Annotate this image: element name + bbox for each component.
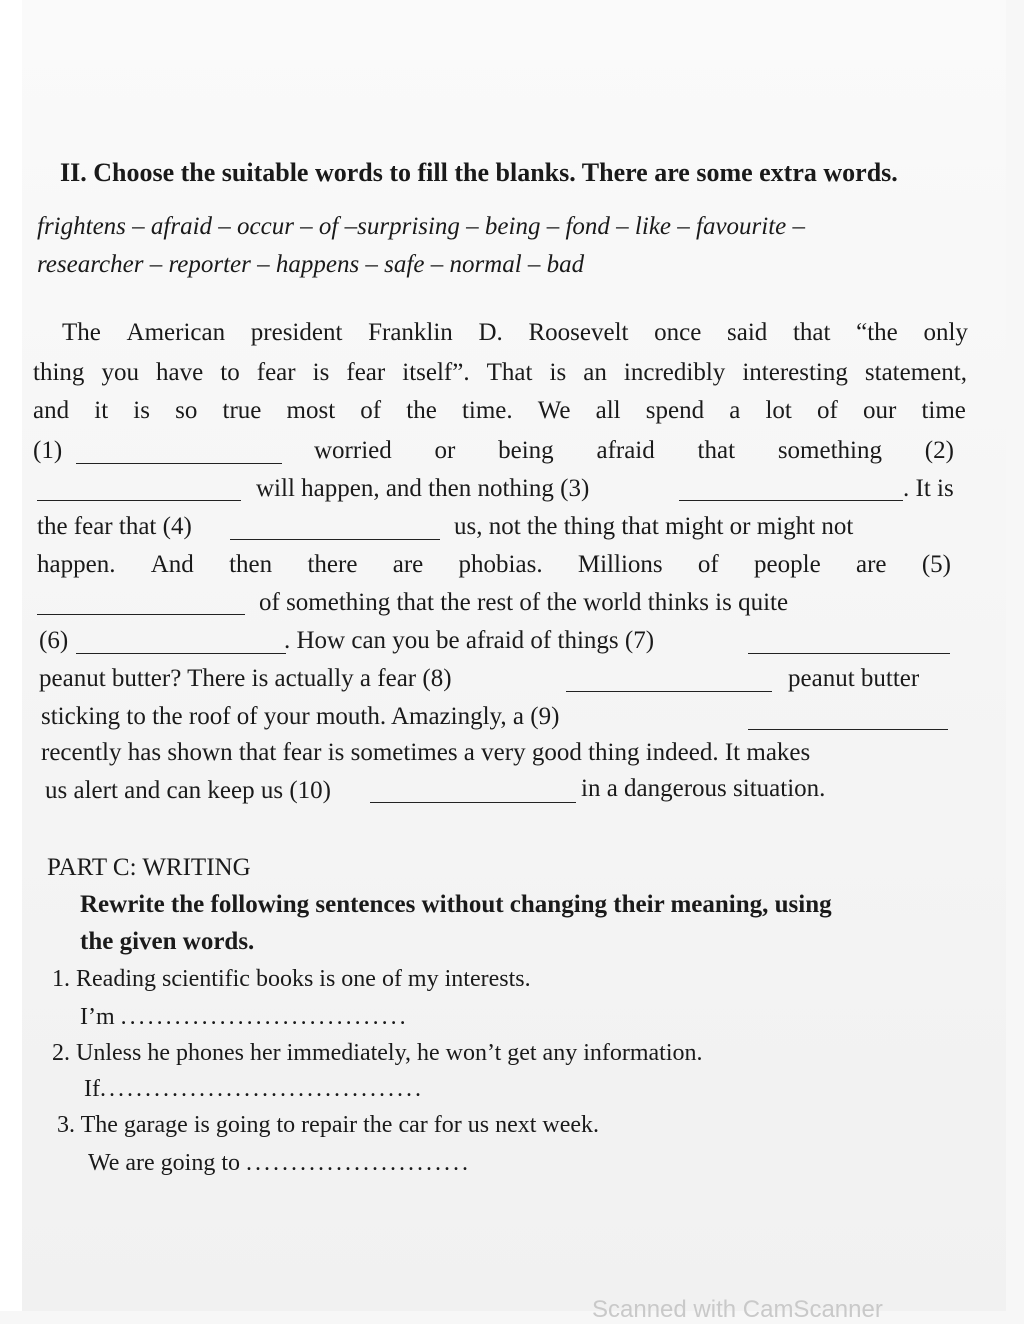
exercise-3-prompt: We are going to (88, 1150, 241, 1176)
blank-5[interactable] (37, 592, 245, 615)
passage-line-9: . How can you be afraid of things (7) (284, 627, 655, 654)
exercise-1-dots: ................................ (120, 1004, 409, 1030)
passage-line-6-end: us, not the thing that might or might not (454, 513, 854, 540)
exercise-1-answer-line[interactable] (80, 1002, 409, 1032)
passage-line-8: of something that the rest of the world thinks is quite (259, 589, 789, 616)
word-bank-line-1: frightens – afraid – occur – of –surprising – being – fond – like – favourite – (37, 213, 806, 240)
exercise-3-answer-line[interactable] (88, 1148, 471, 1178)
exercise-2-answer-line[interactable] (84, 1074, 424, 1104)
part-c-title: PART C: WRITING (47, 854, 251, 881)
exercise-2-dots: .................................... (99, 1076, 424, 1102)
passage-line-2: thing you have to fear is fear itself”. That is an incredibly interesting statement, (33, 359, 967, 386)
section-title: II. Choose the suitable words to fill the blanks. There are some extra words. (60, 158, 898, 187)
blank-2[interactable] (37, 478, 241, 501)
passage-line-1: The American president Franklin D. Roosevelt once said that “the only (62, 319, 968, 346)
blank-label-6: (6) (39, 627, 69, 654)
passage-line-7: happen. And then there are phobias. Millions of people are (5) (37, 551, 951, 578)
passage-line-13: us alert and can keep us (10) (45, 777, 331, 804)
blank-6[interactable] (76, 631, 286, 654)
blank-9[interactable] (748, 707, 948, 730)
exercise-2-prompt: If (84, 1076, 100, 1102)
passage-line-10: peanut butter? There is actually a fear (8) (39, 665, 452, 692)
part-c-instruction-1: Rewrite the following sentences without changing their meaning, using (80, 891, 832, 918)
part-c-instruction-2: the given words. (80, 928, 255, 955)
passage-line-6: the fear that (4) (37, 513, 192, 540)
passage-line-5: will happen, and then nothing (3) (256, 475, 590, 502)
blank-10[interactable] (370, 780, 576, 803)
blank-7[interactable] (748, 631, 950, 654)
blank-3[interactable] (679, 478, 903, 501)
exercise-3-sentence: 3. The garage is going to repair the car for us next week. (57, 1112, 600, 1138)
blank-label-1: (1) (33, 437, 63, 464)
passage-line-5-end: . It is (903, 475, 954, 502)
passage-line-13-end: in a dangerous situation. (581, 775, 826, 802)
exercise-1-sentence: 1. Reading scientific books is one of my interests. (52, 966, 531, 992)
passage-line-11: sticking to the roof of your mouth. Amazingly, a (9) (41, 703, 560, 730)
passage-line-3: and it is so true most of the time. We all spend a lot of our time (33, 397, 966, 424)
exercise-1-prompt: I’m (80, 1004, 115, 1030)
blank-1[interactable] (76, 441, 282, 464)
passage-line-10-end: peanut butter (788, 665, 920, 692)
scanner-watermark: Scanned with CamScanner (592, 1296, 883, 1323)
exercise-3-dots: ......................... (246, 1150, 472, 1176)
left-margin (0, 0, 22, 1311)
exercise-2-sentence: 2. Unless he phones her immediately, he won’t get any information. (52, 1040, 703, 1066)
word-bank-line-2: researcher – reporter – happens – safe – normal – bad (37, 251, 585, 278)
passage-line-12: recently has shown that fear is sometimes a very good thing indeed. It makes (41, 739, 811, 766)
blank-4[interactable] (230, 517, 440, 540)
passage-line-4: worried or being afraid that something (2) (314, 437, 954, 464)
blank-8[interactable] (566, 669, 772, 692)
